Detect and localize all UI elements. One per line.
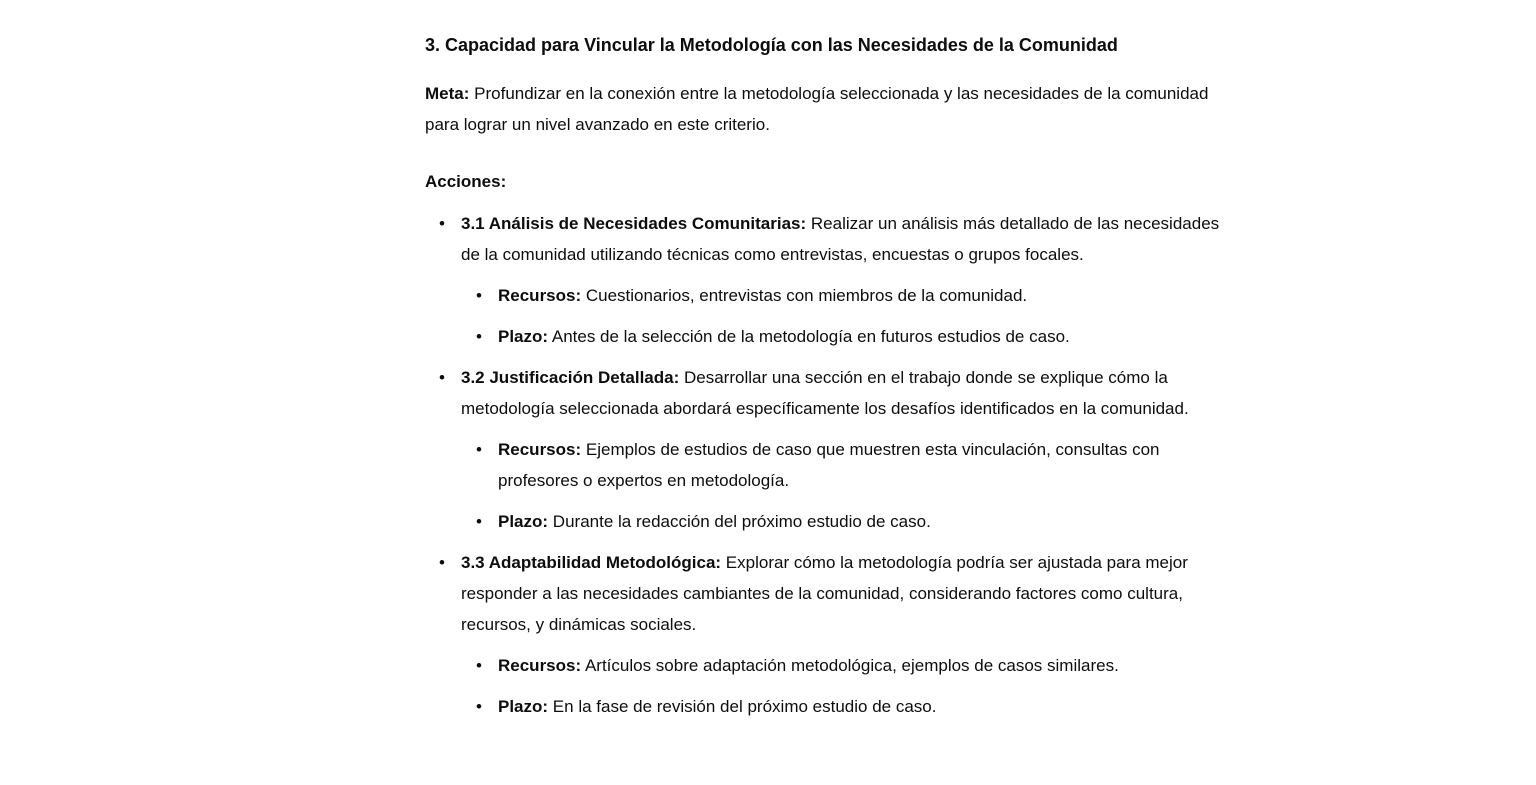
sub-item-text: Durante la redacción del próximo estudio de caso. [552, 512, 931, 531]
action-item-label: 3.2 Justificación Detallada: [461, 368, 680, 387]
actions-heading: Acciones: [425, 172, 507, 191]
sub-item-label: Recursos: [498, 656, 582, 675]
meta-paragraph [425, 78, 1237, 140]
action-item-text: Realizar un análisis más detallado de las necesidades de la comunidad utilizando técnicas como entrevistas, encuestas o grupos focales. [461, 214, 1220, 264]
sub-item-text: Artículos sobre adaptación metodológica, ejemplos de casos similares. [584, 656, 1119, 675]
sub-item [461, 691, 1237, 722]
action-item-text: Explorar cómo la metodología podría ser ajustada para mejor responder a las necesidades cambiantes de la comunidad, considerando factores como cultura, recursos, y dinámicas sociales. [461, 553, 1188, 634]
action-item-label: 3.1 Análisis de Necesidades Comunitarias: [461, 214, 807, 233]
action-item-text: Desarrollar una sección en el trabajo donde se explique cómo la metodología seleccionada abordará específicamente los desafíos identificados en la comunidad. [461, 368, 1189, 418]
document-content [425, 33, 1237, 722]
sub-item-text: Antes de la selección de la metodología en futuros estudios de caso. [551, 327, 1070, 346]
sub-item-label: Plazo: [498, 512, 549, 531]
sub-item-label: Plazo: [498, 697, 549, 716]
meta-text: Profundizar en la conexión entre la metodología seleccionada y las necesidades de la comunidad para lograr un nivel avanzado en este criterio. [425, 84, 1209, 134]
sub-item [461, 434, 1237, 496]
meta-label: Meta: [425, 84, 470, 103]
sub-item [461, 506, 1237, 537]
sub-item-label: Plazo: [498, 327, 549, 346]
sub-item [461, 280, 1237, 311]
action-item [425, 362, 1237, 537]
action-item [425, 208, 1237, 352]
actions-list [425, 208, 1237, 722]
sub-list [461, 280, 1237, 352]
action-item [425, 547, 1237, 722]
sub-list [461, 434, 1237, 537]
sub-item-text: Ejemplos de estudios de caso que muestren esta vinculación, consultas con profesores o expertos en metodología. [498, 440, 1160, 490]
sub-item-label: Recursos: [498, 440, 582, 459]
sub-item [461, 321, 1237, 352]
sub-list [461, 650, 1237, 722]
sub-item-text: Cuestionarios, entrevistas con miembros de la comunidad. [585, 286, 1028, 305]
sub-item-label: Recursos: [498, 286, 582, 305]
sub-item-text: En la fase de revisión del próximo estudio de caso. [552, 697, 937, 716]
action-item-label: 3.3 Adaptabilidad Metodológica: [461, 553, 722, 572]
sub-item [461, 650, 1237, 681]
section-heading: 3. Capacidad para Vincular la Metodología con las Necesidades de la Comunidad [425, 35, 1118, 55]
